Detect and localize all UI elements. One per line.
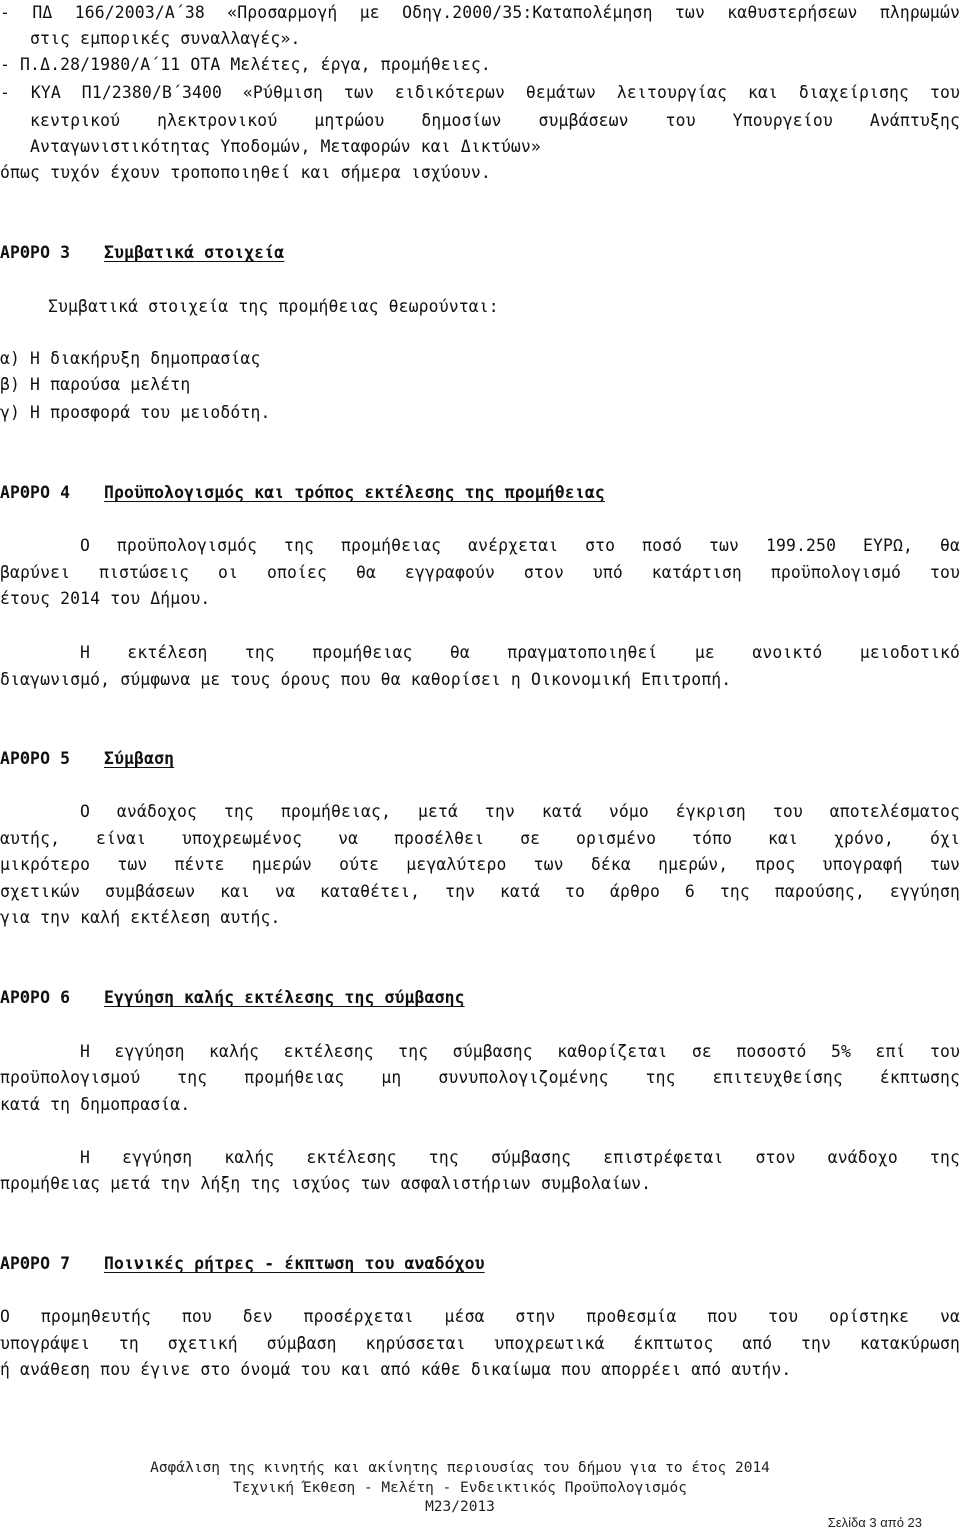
article-6-p2-line-2: προμήθειας μετά την λήξη της ισχύος των ασφαλιστήριων συμβολαίων. [0,1174,652,1193]
article-5-title: Σύμβαση [104,749,175,768]
article-4-p2-line-2: διαγωνισμό, σύμφωνα με τους όρους που θα καθορίσει η Οικονομική Επιτροπή. [0,670,732,689]
article-6-p1-line-3: κατά τη δημοπρασία. [0,1095,191,1114]
page-number: Σελίδα 3 από 23 [827,1515,922,1530]
law-item-3-line-2: κεντρικού ηλεκτρονικού μητρώου δημοσίων συμβάσεων του Υπουργείου Ανάπτυξης [30,111,960,130]
article-7-p1-line-2: υπογράψει τη σχετική σύμβαση κηρύσσεται υποχρεωτικά έκπτωτος από την κατακύρωση [0,1334,960,1353]
law-item-2: - Π.Δ.28/1980/Α΄11 ΟΤΑ Μελέτες, έργα, προμήθειες. [0,55,491,74]
footer-code: Μ23/2013 [425,1499,495,1515]
footer-subtitle: Τεχνική Έκθεση - Μελέτη - Ενδεικτικός Προϋπολογισμός [233,1480,687,1496]
law-item-1-line-2: στις εμπορικές συναλλαγές». [30,29,301,48]
article-3-title: Συμβατικά στοιχεία [104,243,285,262]
article-4-p1-line-2: βαρύνει πιστώσεις οι οποίες θα εγγραφούν στον υπό κατάρτιση προϋπολογισμό του [0,563,960,582]
article-4-p1-line-1: Ο προϋπολογισμός της προμήθειας ανέρχεται στο ποσό των 199.250 ΕΥΡΩ, θα [80,536,960,555]
laws-closing: όπως τυχόν έχουν τροποποιηθεί και σήμερα ισχύουν. [0,163,491,182]
article-5-p1-line-5: για την καλή εκτέλεση αυτής. [0,908,281,927]
article-5-p1-line-4: σχετικών συμβάσεων και να καταθέτει, την κατά το άρθρο 6 της παρούσης, εγγύηση [0,882,960,901]
article-4-number: ΑΡΘΡΟ 4 [0,483,71,502]
article-4-p1-line-3: έτους 2014 του Δήμου. [0,589,211,608]
article-5-p1-line-2: αυτής, είναι υποχρεωμένος να προσέλθει σε ορισμένο τόπο και χρόνο, όχι [0,829,960,848]
article-7-p1-line-1: Ο προμηθευτής που δεν προσέρχεται μέσα στην προθεσμία που του ορίστηκε να [0,1307,960,1326]
article-3-item-a: α) Η διακήρυξη δημοπρασίας [0,349,261,368]
article-7-p1-line-3: ή ανάθεση που έγινε στο όνομά του και από κάθε δικαίωμα που απορρέει από αυτήν. [0,1360,792,1379]
article-6-p1-line-2: προϋπολογισμού της προμήθειας μη συνυπολογιζομένης της επιτευχθείσης έκπτωσης [0,1068,960,1087]
article-4-title: Προϋπολογισμός και τρόπος εκτέλεσης της προμήθειας [104,483,605,502]
article-5-heading [0,746,960,772]
law-item-3-line-3: Ανταγωνιστικότητας Υποδομών, Μεταφορών και Δικτύων» [30,137,541,156]
article-3-intro: Συμβατικά στοιχεία της προμήθειας θεωρούνται: [48,297,499,316]
article-5-number: ΑΡΘΡΟ 5 [0,749,71,768]
article-7-number: ΑΡΘΡΟ 7 [0,1254,71,1273]
article-6-p1-line-1: Η εγγύηση καλής εκτέλεσης της σύμβασης καθορίζεται σε ποσοστό 5% επί του [80,1042,960,1061]
article-6-heading [0,985,960,1011]
article-3-number: ΑΡΘΡΟ 3 [0,243,71,262]
article-3-item-c: γ) Η προσφορά του μειοδότη. [0,403,271,422]
law-item-1-line-1: - ΠΔ 166/2003/Α΄38 «Προσαρμογή με Οδηγ.2000/35:Καταπολέμηση των καθυστερήσεων πληρωμών [0,3,960,22]
article-7-heading [0,1251,960,1277]
footer-title: Ασφάλιση της κινητής και ακίνητης περιουσίας του δήμου για το έτος 2014 [150,1460,770,1476]
article-4-p2-line-1: Η εκτέλεση της προμήθειας θα πραγματοποιηθεί με ανοικτό μειοδοτικό [80,643,960,662]
article-7-title: Ποινικές ρήτρες - έκπτωση του αναδόχου [104,1254,485,1273]
article-5-p1-line-1: Ο ανάδοχος της προμήθειας, μετά την κατά νόμο έγκριση του αποτελέσματος [80,802,960,821]
article-5-p1-line-3: μικρότερο των πέντε ημερών ούτε μεγαλύτερο των δέκα ημερών, προς υπογραφή των [0,855,960,874]
article-6-title: Εγγύηση καλής εκτέλεσης της σύμβασης [104,988,465,1007]
article-6-number: ΑΡΘΡΟ 6 [0,988,71,1007]
law-item-3-line-1: - ΚΥΑ Π1/2380/Β΄3400 «Ρύθμιση των ειδικότερων θεμάτων λειτουργίας και διαχείρισης του [0,83,960,102]
article-4-heading [0,480,960,506]
article-3-item-b: β) Η παρούσα μελέτη [0,375,191,394]
article-6-p2-line-1: Η εγγύηση καλής εκτέλεσης της σύμβασης επιστρέφεται στον ανάδοχο της [80,1148,960,1167]
article-3-heading [0,240,960,266]
